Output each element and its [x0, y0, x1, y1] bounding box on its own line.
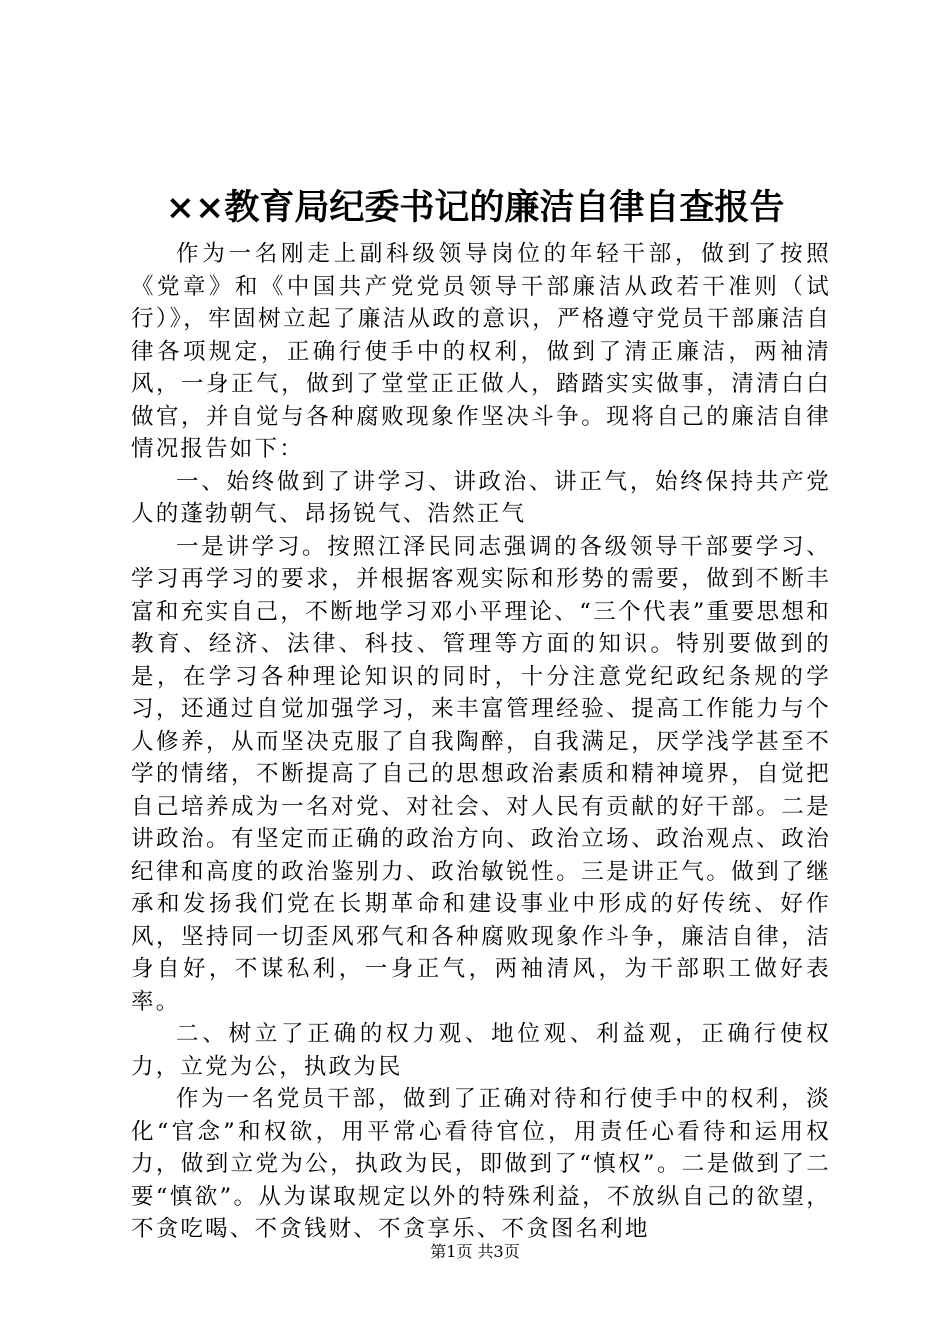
paragraph-heading-2: 二、树立了正确的权力观、地位观、利益观，正确行使权力，立党为公，执政为民: [131, 1021, 831, 1080]
paragraph-intro: 作为一名刚走上副科级领导岗位的年轻干部，做到了按照《党章》和《中国共产党党员领导干部廉洁从政若干准则（试行）》，牢固树立起了廉洁从政的意识，严格遵守党员干部廉洁自律各项规定，正确行使手中的权利，做到了清正廉洁，两袖清风，一身正气，做到了堂堂正正做人，踏踏实实做事，清清白白做官，并自觉与各种腐败现象作坚决斗争。现将自己的廉洁自律情况报告如下：: [131, 241, 831, 462]
document-body: [131, 238, 831, 1246]
paragraph-heading-1: 一、始终做到了讲学习、讲政治、讲正气，始终保持共产党人的蓬勃朝气、昂扬锐气、浩然正气: [131, 468, 831, 527]
paragraph-power: 作为一名党员干部，做到了正确对待和行使手中的权利，淡化“官念”和权欲，用平常心看待官位，用责任心看待和运用权力，做到立党为公，执政为民，即做到了“慎权”。二是做到了二要“慎欲”。从为谋取规定以外的特殊利益，不放纵自己的欲望，不贪吃喝、不贪钱财、不贪享乐、不贪图名利地: [131, 1086, 831, 1242]
document-title: ××教育局纪委书记的廉洁自律自查报告: [165, 187, 785, 228]
paragraph-study: 一是讲学习。按照江泽民同志强调的各级领导干部要学习、学习再学习的要求，并根据客观实际和形势的需要，做到不断丰富和充实自己，不断地学习邓小平理论、“三个代表”重要思想和教育、经济、法律、科技、管理等方面的知识。特别要做到的是，在学习各种理论知识的同时，十分注意党纪政纪条规的学习，还通过自觉加强学习，来丰富管理经验、提高工作能力与个人修养，从而坚决克服了自我陶醉，自我满足，厌学浅学甚至不学的情绪，不断提高了自己的思想政治素质和精神境界，自觉把自己培养成为一名对党、对社会、对人民有贡献的好干部。二是讲政治。有坚定而正确的政治方向、政治立场、政治观点、政治纪律和高度的政治鉴别力、政治敏锐性。三是讲正气。做到了继承和发扬我们党在长期革命和建设事业中形成的好传统、好作风，坚持同一切歪风邪气和各种腐败现象作斗争，廉洁自律，洁身自好，不谋私利，一身正气，两袖清风，为干部职工做好表率。: [131, 533, 831, 1015]
page-number-footer: 第1页 共3页: [430, 1242, 520, 1261]
